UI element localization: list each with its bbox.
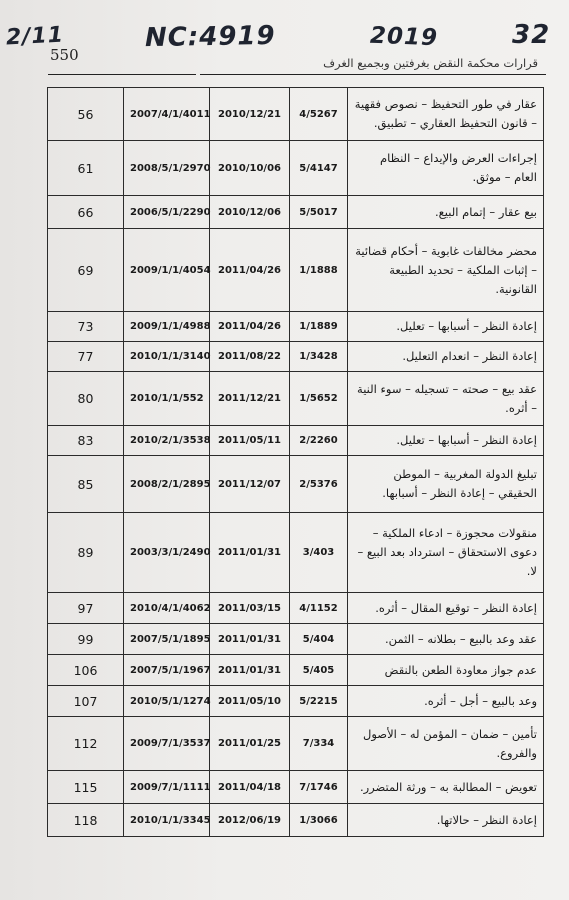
decision-number: 2/2260 xyxy=(290,426,348,456)
file-number: 2010/2/1/3538 xyxy=(124,426,210,456)
page-reference: 106 xyxy=(48,655,124,686)
table-row xyxy=(48,593,544,624)
page-reference: 66 xyxy=(48,196,124,229)
handwritten-number: 32 xyxy=(512,20,551,50)
subject: تعويض – المطالبة به – ورثة المتضرر. xyxy=(348,771,544,804)
page-reference: 118 xyxy=(48,804,124,837)
decision-number: 7/1746 xyxy=(290,771,348,804)
subject: تبليغ الدولة المغربية – الموطن الحقيقي – إعادة النظر – أسبابها. xyxy=(348,456,544,513)
file-number: 2010/4/1/4062 xyxy=(124,593,210,624)
header-rule-left xyxy=(48,74,196,75)
file-number: 2009/1/1/4988 xyxy=(124,312,210,342)
decision-date: 2011/01/25 xyxy=(210,717,290,771)
subject: إعادة النظر – توقيع المقال – أثره. xyxy=(348,593,544,624)
subject: إعادة النظر – انعدام التعليل. xyxy=(348,342,544,372)
decision-date: 2011/01/31 xyxy=(210,513,290,593)
table-row xyxy=(48,372,544,426)
page-reference: 83 xyxy=(48,426,124,456)
subject: عقد وعد بالبيع – بطلانه – الثمن. xyxy=(348,624,544,655)
file-number: 2009/7/1/3537 xyxy=(124,717,210,771)
decision-date: 2010/12/06 xyxy=(210,196,290,229)
table-row xyxy=(48,426,544,456)
subject: محضر مخالفات غابوية – أحكام قضائية – إثبات الملكية – تحديد الطبيعة القانونية. xyxy=(348,229,544,312)
file-number: 2006/5/1/2290 xyxy=(124,196,210,229)
file-number: 2007/4/1/4011 xyxy=(124,88,210,141)
table-row xyxy=(48,229,544,312)
decisions-table xyxy=(47,87,544,837)
subject: إجراءات العرض والإيداع – النظام العام – موثق. xyxy=(348,141,544,196)
decision-number: 3/403 xyxy=(290,513,348,593)
subject: عقد بيع – صحته – تسجيله – سوء النية – أثره. xyxy=(348,372,544,426)
subject: منقولات محجوزة – ادعاء الملكية – دعوى الاستحقاق – استرداد بعد البيع – لا. xyxy=(348,513,544,593)
table-row xyxy=(48,655,544,686)
subject: إعادة النظر – أسبابها – تعليل. xyxy=(348,312,544,342)
decision-date: 2011/08/22 xyxy=(210,342,290,372)
subject: إعادة النظر – حالاتها. xyxy=(348,804,544,837)
subject: إعادة النظر – أسبابها – تعليل. xyxy=(348,426,544,456)
file-number: 2010/5/1/1274 xyxy=(124,686,210,717)
file-number: 2008/2/1/2895 xyxy=(124,456,210,513)
subject: عدم جواز معاودة الطعن بالنقض xyxy=(348,655,544,686)
table-row xyxy=(48,88,544,141)
subject: بيع عقار – إتمام البيع. xyxy=(348,196,544,229)
page-reference: 77 xyxy=(48,342,124,372)
table-row xyxy=(48,342,544,372)
file-number: 2010/1/1/3345 xyxy=(124,804,210,837)
file-number: 2010/1/1/3140 xyxy=(124,342,210,372)
table-row xyxy=(48,456,544,513)
page-reference: 56 xyxy=(48,88,124,141)
running-title: قرارات محكمة النقض بغرفتين وبجميع الغرف xyxy=(323,56,538,70)
decision-date: 2011/04/26 xyxy=(210,312,290,342)
decision-number: 5/5017 xyxy=(290,196,348,229)
table-row xyxy=(48,804,544,837)
file-number: 2007/5/1/1895 xyxy=(124,624,210,655)
page-reference: 61 xyxy=(48,141,124,196)
page-reference: 107 xyxy=(48,686,124,717)
file-number: 2009/1/1/4054 xyxy=(124,229,210,312)
decision-number: 1/3428 xyxy=(290,342,348,372)
decision-number: 5/405 xyxy=(290,655,348,686)
subject: عقار في طور التحفيظ – نصوص فقهية – قانون التحفيظ العقاري – تطبيق. xyxy=(348,88,544,141)
decision-date: 2010/12/21 xyxy=(210,88,290,141)
decision-number: 1/1888 xyxy=(290,229,348,312)
decision-number: 1/5652 xyxy=(290,372,348,426)
table-row xyxy=(48,717,544,771)
table-row xyxy=(48,196,544,229)
file-number: 2008/5/1/2970 xyxy=(124,141,210,196)
page-reference: 73 xyxy=(48,312,124,342)
file-number: 2003/3/1/2490 xyxy=(124,513,210,593)
page-number: 550 xyxy=(50,46,79,64)
page-reference: 99 xyxy=(48,624,124,655)
decision-number: 4/1152 xyxy=(290,593,348,624)
decision-date: 2011/01/31 xyxy=(210,624,290,655)
table-row xyxy=(48,141,544,196)
handwritten-fraction: 2/11 xyxy=(5,22,65,51)
decision-date: 2010/10/06 xyxy=(210,141,290,196)
table-row xyxy=(48,686,544,717)
page-reference: 97 xyxy=(48,593,124,624)
page-reference: 69 xyxy=(48,229,124,312)
page-reference: 115 xyxy=(48,771,124,804)
decision-date: 2011/04/18 xyxy=(210,771,290,804)
file-number: 2007/5/1/1967 xyxy=(124,655,210,686)
decision-date: 2011/01/31 xyxy=(210,655,290,686)
decision-number: 5/4147 xyxy=(290,141,348,196)
table-row xyxy=(48,771,544,804)
decision-date: 2011/12/07 xyxy=(210,456,290,513)
decision-date: 2011/04/26 xyxy=(210,229,290,312)
subject: تأمين – ضمان – المؤمن له – الأصول والفروع. xyxy=(348,717,544,771)
handwritten-reference: NC:4919 xyxy=(144,20,276,54)
decision-number: 2/5376 xyxy=(290,456,348,513)
file-number: 2009/7/1/1111 xyxy=(124,771,210,804)
decision-date: 2011/05/10 xyxy=(210,686,290,717)
decision-date: 2011/12/21 xyxy=(210,372,290,426)
table-row xyxy=(48,624,544,655)
decision-number: 1/1889 xyxy=(290,312,348,342)
decision-number: 7/334 xyxy=(290,717,348,771)
page-reference: 112 xyxy=(48,717,124,771)
decision-number: 1/3066 xyxy=(290,804,348,837)
page-reference: 89 xyxy=(48,513,124,593)
decision-number: 5/2215 xyxy=(290,686,348,717)
table-row xyxy=(48,312,544,342)
decision-number: 4/5267 xyxy=(290,88,348,141)
page-reference: 85 xyxy=(48,456,124,513)
handwritten-year: 2019 xyxy=(369,22,439,52)
header-rule-right xyxy=(200,74,546,75)
page-reference: 80 xyxy=(48,372,124,426)
decision-date: 2011/03/15 xyxy=(210,593,290,624)
decision-date: 2012/06/19 xyxy=(210,804,290,837)
table-row xyxy=(48,513,544,593)
decision-number: 5/404 xyxy=(290,624,348,655)
subject: وعد بالبيع – أجل – أثره. xyxy=(348,686,544,717)
file-number: 2010/1/1/552 xyxy=(124,372,210,426)
decision-date: 2011/05/11 xyxy=(210,426,290,456)
